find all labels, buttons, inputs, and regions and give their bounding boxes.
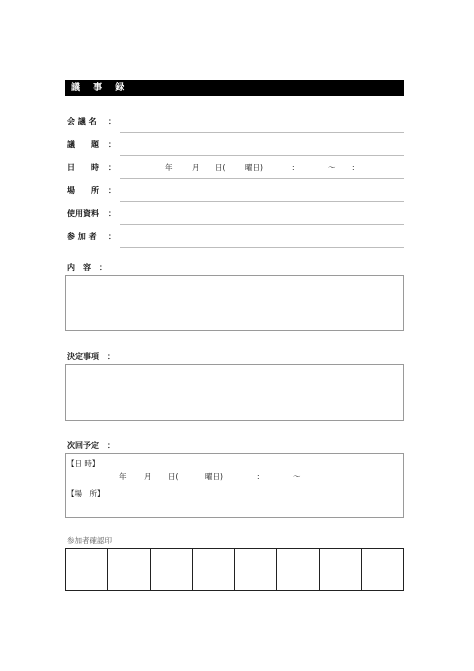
dt-year: 年 [165, 163, 173, 172]
meeting-name-line[interactable] [120, 132, 404, 133]
field-label-meeting-name: 会 議 名 [67, 117, 97, 126]
field-label-agenda: 議 題 [67, 140, 99, 149]
dt-colon: : [292, 163, 295, 172]
signature-cell[interactable] [235, 549, 277, 591]
next-tilde: ～ [293, 472, 301, 481]
agenda-line[interactable] [120, 155, 404, 156]
field-label-datetime: 日 時 [67, 163, 99, 172]
datetime-line[interactable] [120, 178, 404, 179]
participants-line[interactable] [120, 247, 404, 248]
signature-label: 参加者確認印 [67, 536, 112, 545]
field-colon: ： [108, 209, 116, 218]
content-box[interactable] [65, 275, 404, 331]
field-colon: ： [108, 186, 116, 195]
decisions-label: 決定事項 ： [67, 352, 115, 361]
signature-cell[interactable] [319, 549, 361, 591]
field-label-materials: 使用資料 [67, 209, 99, 218]
document-title: 議 事 録 [71, 83, 130, 93]
dt-colon-end: : [352, 163, 355, 172]
field-colon: ： [108, 140, 116, 149]
title-bar [65, 80, 404, 96]
dt-day: 日( [215, 163, 226, 172]
next-day: 日( [168, 472, 179, 481]
content-label: 内 容 ： [67, 263, 107, 272]
next-meeting-box[interactable] [65, 453, 404, 518]
field-label-place: 場 所 [67, 186, 99, 195]
signature-cell[interactable] [150, 549, 192, 591]
signature-cell[interactable] [66, 549, 108, 591]
dt-weekday: 曜日) [245, 163, 263, 172]
next-month: 月 [144, 472, 152, 481]
signature-cell[interactable] [277, 549, 319, 591]
field-colon: ： [108, 117, 116, 126]
next-weekday: 曜日) [205, 472, 223, 481]
field-colon: ： [108, 163, 116, 172]
decisions-box[interactable] [65, 364, 404, 421]
next-date-label: 【日 時】 [67, 459, 100, 468]
next-year: 年 [119, 472, 127, 481]
signature-cell[interactable] [108, 549, 150, 591]
field-label-participants: 参 加 者 [67, 232, 97, 241]
place-line[interactable] [120, 201, 404, 202]
dt-tilde: ～ [328, 163, 336, 172]
next-colon: : [257, 472, 260, 481]
signature-row [66, 549, 404, 591]
next-meeting-label: 次回予定 ： [67, 441, 115, 450]
signature-cell[interactable] [192, 549, 234, 591]
signature-cell[interactable] [361, 549, 403, 591]
materials-line[interactable] [120, 224, 404, 225]
next-place-label: 【場 所】 [67, 489, 105, 498]
dt-month: 月 [192, 163, 200, 172]
signature-table [65, 548, 404, 591]
field-colon: ： [108, 232, 116, 241]
